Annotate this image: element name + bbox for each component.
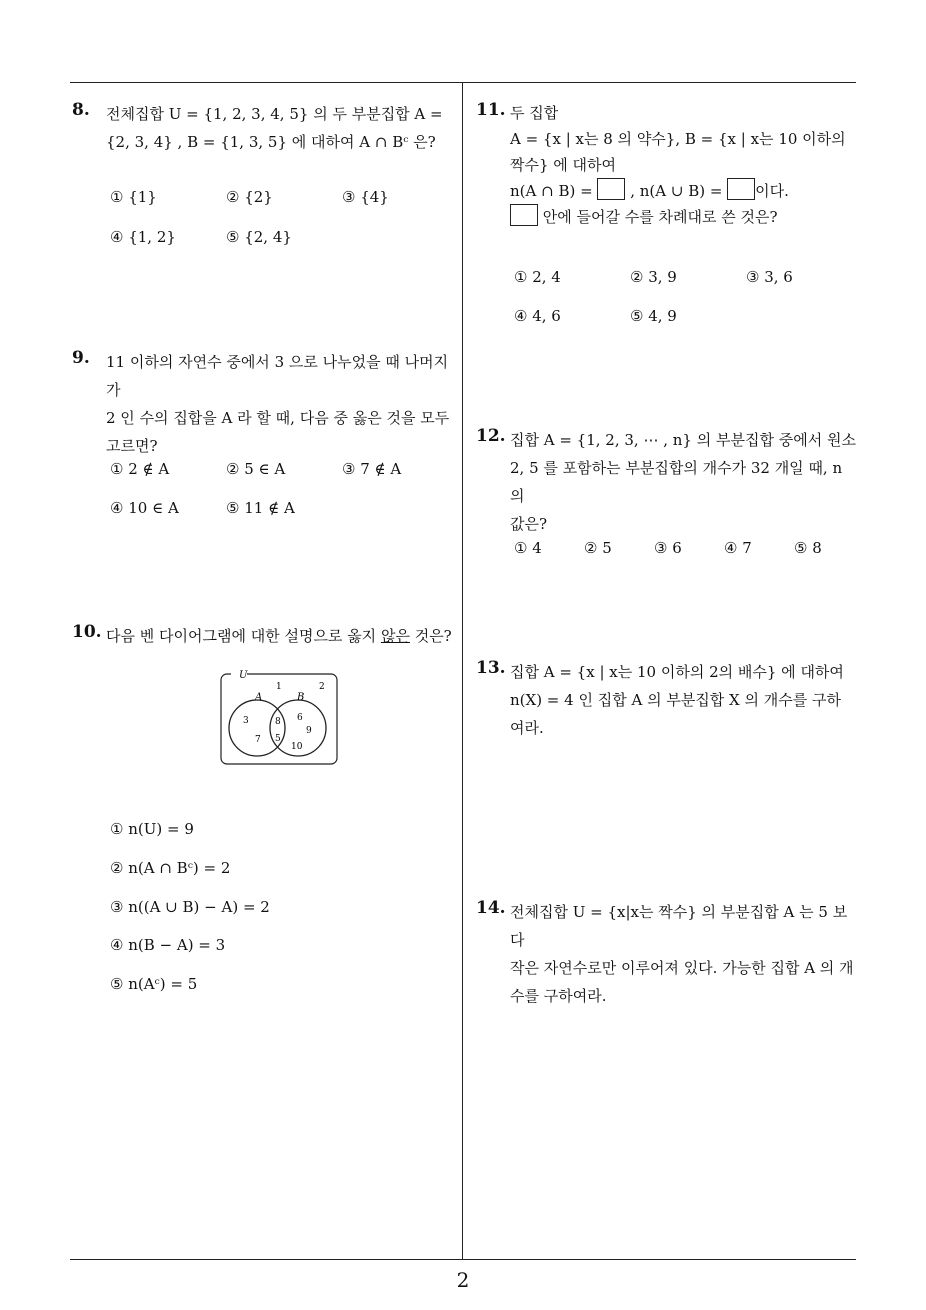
venn-element: 7 <box>255 735 261 745</box>
question-line: 고르면? <box>106 437 158 455</box>
choice-1[interactable]: ① 2, 4 <box>514 268 561 286</box>
top-rule <box>70 82 856 83</box>
question-text <box>510 658 860 742</box>
blank-box <box>597 178 625 200</box>
question-line: 2 인 수의 집합을 A 라 할 때, 다음 중 옳은 것을 모두 <box>106 409 450 427</box>
question-number: 9. <box>72 348 90 368</box>
question-line: 수를 구하여라. <box>510 987 607 1005</box>
choice-5[interactable]: ⑤ 11 ∉ A <box>226 499 295 517</box>
question-line: 11 이하의 자연수 중에서 3 으로 나누었을 때 나머지가 <box>106 353 449 399</box>
choice-4[interactable]: ④ 10 ∈ A <box>110 499 179 517</box>
choice-2[interactable]: ② 3, 9 <box>630 268 677 286</box>
page-number: 2 <box>456 1268 470 1292</box>
question-number: 14. <box>476 898 506 918</box>
choice-2[interactable]: ② {2} <box>226 188 273 206</box>
choice-3[interactable]: ③ {4} <box>342 188 389 206</box>
question-line: 2, 5 를 포함하는 부분집합의 개수가 32 개일 때, n 의 <box>510 459 843 505</box>
question-line: n(X) = 4 인 집합 A 의 부분집합 X 의 개수를 구하 <box>510 691 841 709</box>
choice-4[interactable]: ④ 7 <box>724 539 752 557</box>
question-number: 13. <box>476 658 506 678</box>
question-number: 12. <box>476 426 506 446</box>
question-line: 두 집합 <box>510 104 559 122</box>
choice-4[interactable]: ④ {1, 2} <box>110 228 176 246</box>
question-text <box>510 100 860 230</box>
choice-2[interactable]: ② n(A ∩ Bᶜ) = 2 <box>110 859 231 877</box>
choice-1[interactable]: ① 4 <box>514 539 542 557</box>
venn-element: 9 <box>306 726 312 736</box>
question-8 <box>72 100 456 246</box>
venn-element: 8 <box>275 717 281 727</box>
venn-element: 1 <box>276 682 282 692</box>
choice-1[interactable]: ① {1} <box>110 188 157 206</box>
choice-3[interactable]: ③ 7 ∉ A <box>342 460 402 478</box>
question-14 <box>476 898 860 1010</box>
question-number: 8. <box>72 100 90 120</box>
question-line: 작은 자연수로만 이루어져 있다. 가능한 집합 A 의 개 <box>510 959 854 977</box>
question-line: 집합 A = {x | x는 10 이하의 2의 배수} 에 대하여 <box>510 663 844 681</box>
underlined-word: 않은 <box>380 627 410 645</box>
choice-2[interactable]: ② 5 <box>584 539 612 557</box>
question-number: 10. <box>72 622 102 642</box>
question-line: 전체집합 U = {x|x는 짝수} 의 부분집합 A 는 5 보다 <box>510 903 848 949</box>
venn-element: 10 <box>291 742 303 752</box>
choice-4[interactable]: ④ n(B − A) = 3 <box>110 936 226 954</box>
bottom-rule <box>70 1259 856 1260</box>
question-line: 짝수} 에 대하여 <box>510 156 617 174</box>
venn-element: 6 <box>297 713 303 723</box>
question-text <box>510 898 860 1010</box>
set-a-label: A <box>255 692 263 703</box>
question-13 <box>476 658 860 742</box>
column-divider <box>462 82 463 1259</box>
choice-5[interactable]: ⑤ 8 <box>794 539 822 557</box>
venn-diagram <box>218 670 342 768</box>
question-line: 값은? <box>510 515 548 533</box>
question-line: 안에 들어갈 수를 차례대로 쓴 것은? <box>510 204 860 230</box>
choice-3[interactable]: ③ 6 <box>654 539 682 557</box>
choice-3[interactable]: ③ 3, 6 <box>746 268 793 286</box>
question-9 <box>72 348 456 517</box>
question-number: 11. <box>476 100 506 120</box>
question-text: 다음 벤 다이어그램에 대한 설명으로 옳지 않은 것은? <box>106 627 452 645</box>
question-line: 여라. <box>510 719 544 737</box>
set-a-circle <box>229 700 285 756</box>
question-line: {2, 3, 4} , B = {1, 3, 5} 에 대하여 A ∩ Bᶜ 은? <box>106 133 436 151</box>
question-text <box>510 426 860 538</box>
venn-element: 2 <box>319 682 325 692</box>
choice-1[interactable]: ① n(U) = 9 <box>110 820 194 838</box>
blank-box <box>510 204 538 226</box>
universe-label: U <box>239 670 248 681</box>
choice-5[interactable]: ⑤ {2, 4} <box>226 228 292 246</box>
choice-4[interactable]: ④ 4, 6 <box>514 307 561 325</box>
choice-3[interactable]: ③ n((A ∪ B) − A) = 2 <box>110 898 270 916</box>
choice-2[interactable]: ② 5 ∈ A <box>226 460 286 478</box>
question-line: 집합 A = {1, 2, 3, ⋯ , n} 의 부분집합 중에서 원소 <box>510 431 856 449</box>
question-text <box>106 100 456 156</box>
question-line: 전체집합 U = {1, 2, 3, 4, 5} 의 두 부분집합 A = <box>106 105 443 123</box>
venn-element: 5 <box>275 734 281 744</box>
question-text <box>106 348 456 460</box>
choice-5[interactable]: ⑤ 4, 9 <box>630 307 677 325</box>
question-12 <box>476 426 860 557</box>
set-b-label: B <box>297 692 305 703</box>
blank-box <box>727 178 755 200</box>
question-line: n(A ∩ B) = , n(A ∪ B) = 이다. <box>510 178 860 204</box>
choice-1[interactable]: ① 2 ∉ A <box>110 460 170 478</box>
question-line: A = {x | x는 8 의 약수}, B = {x | x는 10 이하의 <box>510 130 846 148</box>
choice-5[interactable]: ⑤ n(Aᶜ) = 5 <box>110 975 198 993</box>
question-10 <box>72 622 456 993</box>
question-11 <box>476 100 860 325</box>
venn-element: 3 <box>243 716 249 726</box>
